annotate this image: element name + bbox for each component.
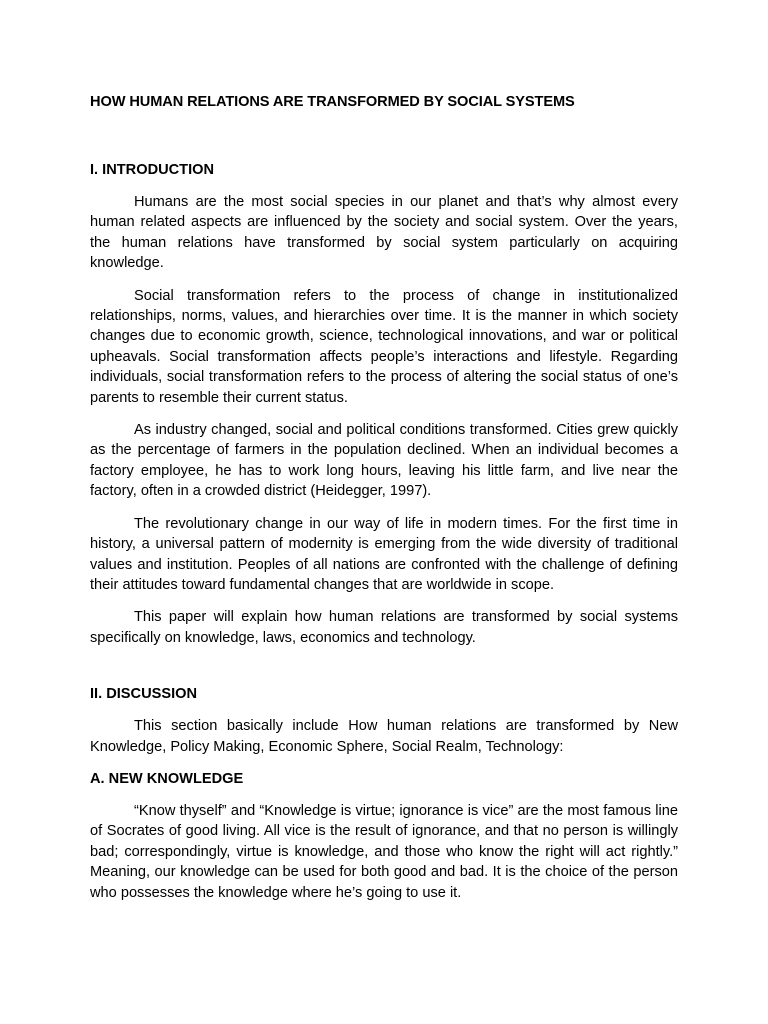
document-body	[90, 92, 678, 915]
new-knowledge-paragraph: “Know thyself” and “Knowledge is virtue; ignorance is vice” are the most famous line of Socrates of good living. All vice is the result of ignorance, and that no person is willingly bad; correspondingly, virtue is knowledge, and those who know the right will act rightly.” Meaning, our knowledge can be used for both good and bad. It is the choice of the person who possesses the knowledge where he’s going to use it.	[90, 802, 678, 901]
discussion-paragraph: This section basically include How human relations are transformed by New Knowledge, Policy Making, Economic Sphere, Social Realm, Technology:	[90, 718, 678, 755]
section-spacer	[90, 660, 678, 684]
introduction-paragraph-4: The revolutionary change in our way of life in modern times. For the first time in history, a universal pattern of modernity is emerging from the wide diversity of traditional values and institution. Peoples of all nations are confronted with the challenge of defining their attitudes toward fundamental changes that are worldwide in scope.	[90, 515, 678, 593]
document-title: HOW HUMAN RELATIONS ARE TRANSFORMED BY SOCIAL SYSTEMS	[90, 94, 575, 110]
discussion-heading: II. DISCUSSION	[90, 686, 198, 703]
new-knowledge-heading: A. NEW KNOWLEDGE	[90, 770, 244, 787]
introduction-paragraph-1: Humans are the most social species in our planet and that’s why almost every human related aspects are influenced by the society and social system. Over the years, the human relations have transformed by social system particularly on acquiring knowledge.	[90, 194, 678, 272]
introduction-paragraph-2: Social transformation refers to the process of change in institutionalized relationships, norms, values, and hierarchies over time. It is the manner in which society changes due to economic growth, science, technological innovations, and war or political upheavals. Social transformation affects people’s interactions and lifestyle. Regarding individuals, social transformation refers to the process of altering the social status of one’s parents to resemble their current status.	[90, 287, 678, 406]
introduction-heading: I. INTRODUCTION	[90, 162, 215, 178]
introduction-paragraph-5: This paper will explain how human relations are transformed by social systems specifically on knowledge, laws, economics and technology.	[90, 609, 678, 646]
introduction-paragraph-3: As industry changed, social and political conditions transformed. Cities grew quickly as the percentage of farmers in the population declined. When an individual becomes a factory employee, he has to work long hours, leaving his little farm, and live near the factory, often in a crowded district (Heidegger, 1997).	[90, 422, 678, 500]
